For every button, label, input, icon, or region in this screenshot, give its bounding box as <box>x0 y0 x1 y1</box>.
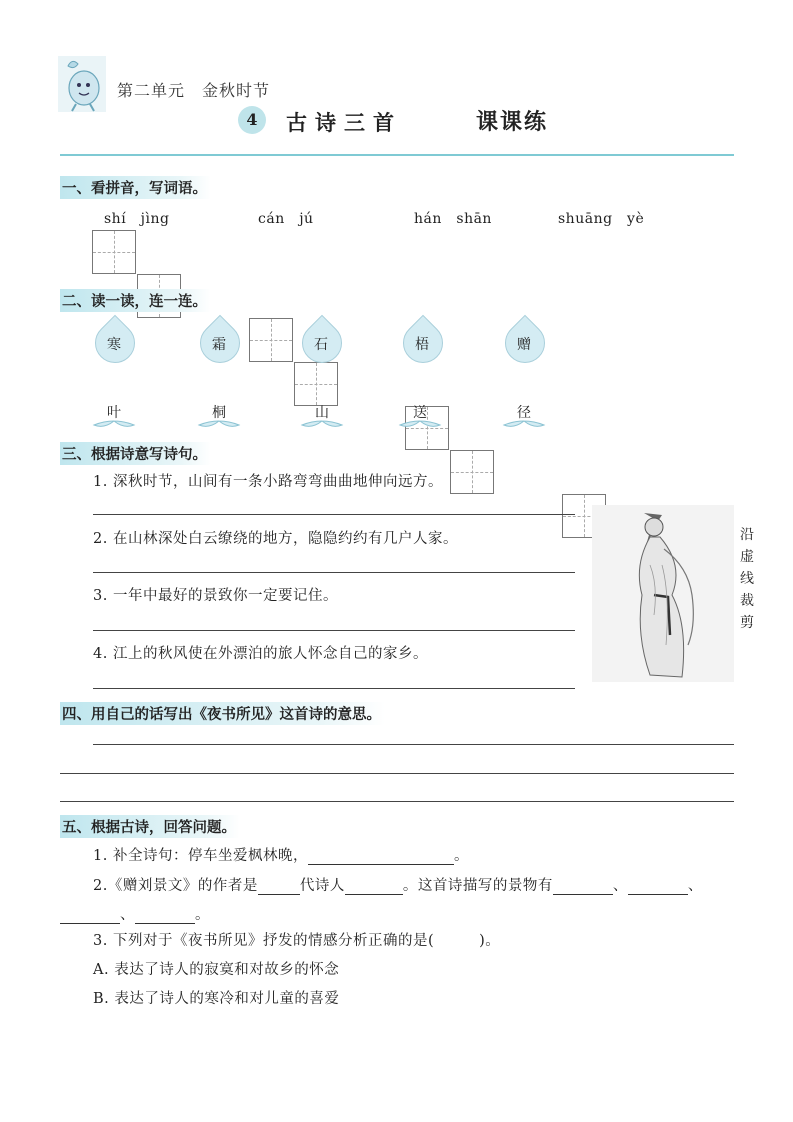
option-b[interactable]: B. 表达了诗人的寒冷和对儿童的喜爱 <box>93 991 340 1007</box>
writing-box[interactable] <box>249 318 293 362</box>
section-3-title: 三、根据诗意写诗句。 <box>60 442 211 465</box>
question-5-1-end: 。 <box>453 848 469 864</box>
section-1-title: 一、看拼音，写词语。 <box>60 176 211 199</box>
answer-line[interactable] <box>60 773 734 774</box>
leaf-icon <box>92 419 136 431</box>
question-3-2: 2. 在山林深处白云缭绕的地方，隐隐约约有几户人家。 <box>93 531 458 547</box>
answer-line[interactable] <box>93 688 575 689</box>
cut-along-dashed-line-note: 沿虚线裁剪 <box>740 527 754 631</box>
brand-title: 课课练 <box>476 110 549 135</box>
fill-blank[interactable] <box>628 878 688 895</box>
writing-box[interactable] <box>294 362 338 406</box>
section-4-title: 四、用自己的话写出《夜书所见》这首诗的意思。 <box>60 702 385 725</box>
question-3-3: 3. 一年中最好的景致你一定要记住。 <box>93 588 338 604</box>
question-5-3: 3. 下列对于《夜书所见》抒发的情感分析正确的是( )。 <box>93 933 501 949</box>
match-top-char[interactable]: 赠 <box>517 337 531 353</box>
leaf-icon <box>300 419 344 431</box>
lesson-title: 古诗三首 <box>286 110 402 135</box>
answer-line[interactable] <box>93 744 734 745</box>
match-bottom-char[interactable]: 山 <box>315 405 329 421</box>
pinyin-3: hán shān <box>414 211 492 227</box>
unit-label: 第二单元 金秋时节 <box>117 81 271 100</box>
fill-blank[interactable] <box>135 907 195 924</box>
match-bottom-char[interactable]: 桐 <box>212 405 226 421</box>
match-bottom-char[interactable]: 叶 <box>107 405 121 421</box>
match-top-char[interactable]: 石 <box>314 337 328 353</box>
section-2-title: 二、读一读，连一连。 <box>60 289 211 312</box>
question-5-1 <box>93 844 469 865</box>
question-5-1-text: 1. 补全诗句：停车坐爱枫林晚， <box>93 848 308 864</box>
answer-line[interactable] <box>93 572 575 573</box>
fill-blank[interactable] <box>60 907 120 924</box>
writing-box[interactable] <box>92 230 136 274</box>
answer-line[interactable] <box>60 801 734 802</box>
section-5-title: 五、根据古诗，回答问题。 <box>60 815 240 838</box>
question-5-2 <box>93 874 703 895</box>
fill-blank[interactable] <box>345 878 403 895</box>
leaf-icon <box>502 419 546 431</box>
match-top-char[interactable]: 梧 <box>415 337 429 353</box>
match-bottom-char[interactable]: 送 <box>413 405 427 421</box>
match-top-char[interactable]: 霜 <box>212 337 226 353</box>
question-5-2-end: 。 <box>195 907 210 923</box>
answer-line[interactable] <box>93 514 575 515</box>
leaf-icon <box>398 419 442 431</box>
pinyin-1: shí jìng <box>104 211 170 227</box>
leaf-icon <box>197 419 241 431</box>
fill-blank[interactable] <box>258 878 300 895</box>
match-bottom-char[interactable]: 径 <box>517 405 531 421</box>
question-5-2-text-b: 代诗人 <box>299 878 345 894</box>
question-5-2-text-c: 。这首诗描写的景物有 <box>402 878 553 894</box>
match-top-char[interactable]: 寒 <box>107 337 121 353</box>
separator: 、 <box>612 878 628 894</box>
question-5-2-continued <box>60 903 210 924</box>
fill-blank[interactable] <box>553 878 613 895</box>
pinyin-4: shuāng yè <box>558 211 645 227</box>
answer-line[interactable] <box>93 630 575 631</box>
question-3-1: 1. 深秋时节，山间有一条小路弯弯曲曲地伸向远方。 <box>93 474 443 490</box>
separator: 、 <box>120 907 135 923</box>
header-divider <box>60 154 734 156</box>
question-5-2-text-a: 2.《赠刘景文》的作者是 <box>93 878 258 894</box>
lesson-number-badge: 4 <box>238 106 266 134</box>
separator: 、 <box>687 878 703 894</box>
mascot-icon <box>58 56 106 112</box>
pinyin-2: cán jú <box>258 211 314 227</box>
fill-blank[interactable] <box>308 848 454 865</box>
option-a[interactable]: A. 表达了诗人的寂寞和对故乡的怀念 <box>93 962 340 978</box>
poet-illustration <box>592 505 734 682</box>
writing-box[interactable] <box>450 450 494 494</box>
question-3-4: 4. 江上的秋风使在外漂泊的旅人怀念自己的家乡。 <box>93 646 428 662</box>
